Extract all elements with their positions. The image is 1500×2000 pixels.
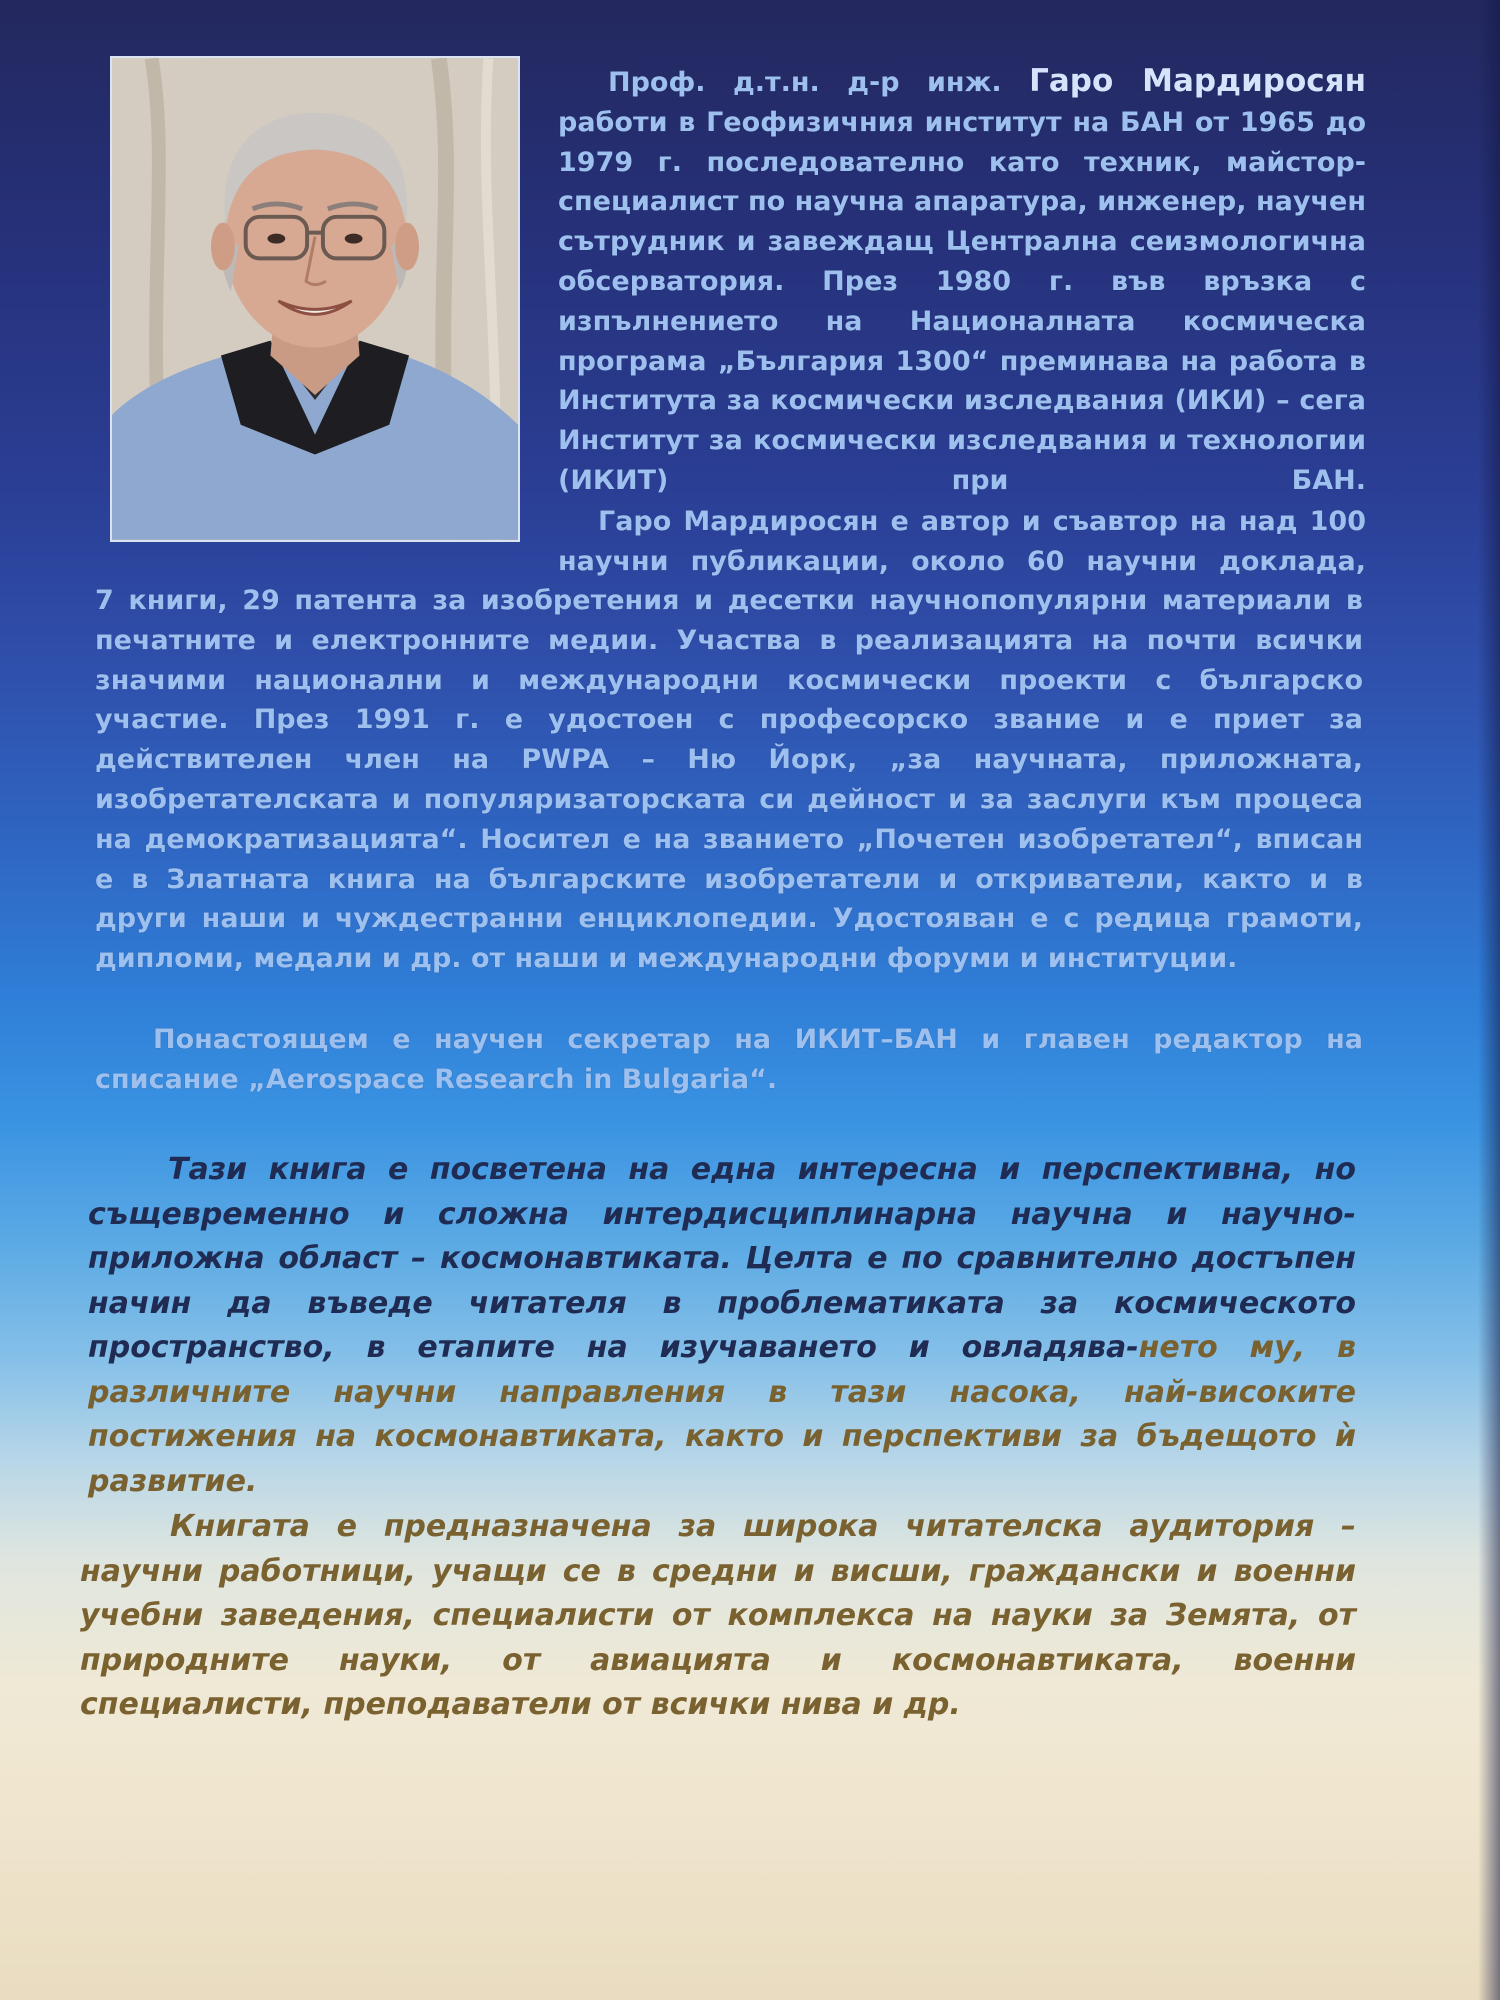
description-paragraph-1-dark: Тази книга е посветена на една интересна и перспективна, но същевременно и сложна интердисциплинарна научна и научно-приложна област – космонавтиката. Целта е по сравнително достъпен начин да въведе читателя в проблематиката за космическото пространство, в етапите на изучаването и овладява- [88, 1152, 1356, 1365]
author-portrait [110, 56, 520, 542]
author-portrait-photo-icon [112, 58, 518, 540]
description-paragraph-2-text: Книгата е предназначена за широка читателска аудитория – научни работници, учащи се в средни и висши, граждански и военни учебни заведения, специалисти от комплекса на науки за Земята, от природните науки, от авиацията и космонавтиката, военни специалисти, преподаватели от всички нива и др. [80, 1509, 1356, 1722]
bio-paragraph-1-text: работи в Геофизичния институт на БАН от 1965 до 1979 г. последователно като техник, майстор-специалист по научна апаратура, инженер, научен сътрудник и завеждащ Централна сеизмологична обсерватория. През 1980 г. във връзка с изпълнението на Националната космическа програма „България 1300“ преминава на работа в Института за космически изследвания (ИКИ) – сега Институт за космически изследвания и технологии (ИКИТ) при БАН. [558, 106, 1366, 496]
bio-paragraph-2-head [558, 502, 1366, 582]
bio-paragraph-2 [95, 581, 1363, 979]
bio-paragraph-3 [95, 1020, 1363, 1100]
bio-paragraph-3-text: Понастоящем е научен секретар на ИКИТ–БАН и главен редактор на списание „Aerospace Research in Bulgaria“. [95, 1024, 1363, 1095]
bio-paragraph-1 [558, 62, 1366, 501]
description-paragraph-1 [88, 1148, 1356, 1504]
author-name: Гаро Мардиросян [1029, 63, 1366, 99]
description-paragraph-2 [80, 1505, 1356, 1728]
book-spine-shadow [1478, 0, 1500, 2000]
bio-paragraph-2-text: 7 книги, 29 патента за изобретения и десетки научнопопулярни материали в печатните и електронните медии. Участва в реализацията на почти всички значими национални и международни космически проекти с българско участие. През 1991 г. е удостоен с професорско звание и е приет за действителен член на PWPA – Ню Йорк, „за научната, приложната, изобретателската и популяризаторската си дейност и за заслуги към процеса на демократизацията“. Носител е на званието „Почетен изобретател“, вписан е в Златната книга на българските изобретатели и откриватели, както и в други наши и чуждестранни енциклопедии. Удостояван е с редица грамоти, дипломи, медали и др. от наши и международни форуми и институции. [95, 585, 1363, 975]
bio-name-prefix: Проф. д.т.н. д-р инж. [608, 67, 1002, 98]
bio-paragraph-2-head-text: Гаро Мардиросян е автор и съавтор на над 100 научни публикации, около 60 научни доклада, [558, 506, 1366, 577]
description-paragraph-1-gold: нето му, в различните научни направления в тази насока, най-високите постижения на космонавтиката, както и перспективи за бъдещото ѝ развитие. [88, 1330, 1356, 1499]
